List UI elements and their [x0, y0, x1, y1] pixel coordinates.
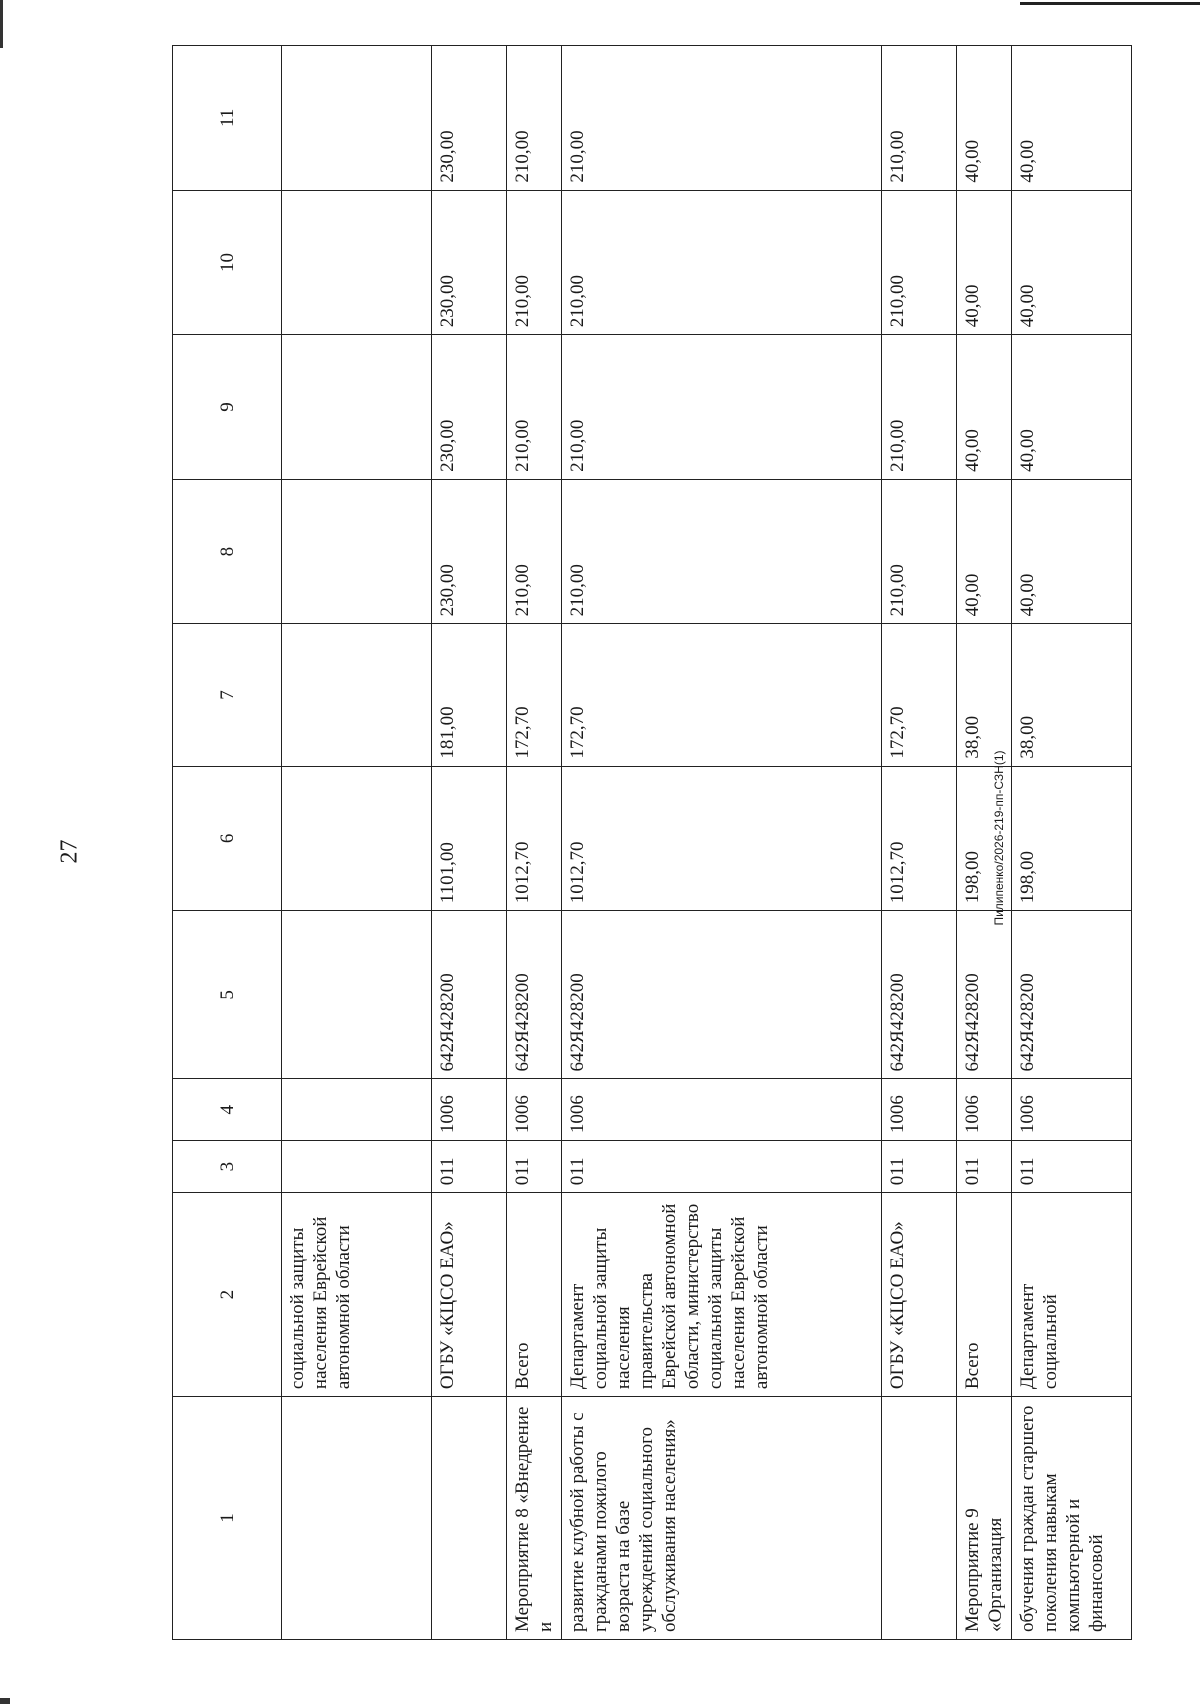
amount-cell: 210,00 [882, 335, 957, 480]
amount-cell [282, 335, 432, 480]
budget-code-cell: 011 [432, 1141, 507, 1193]
amount-cell: 210,00 [882, 479, 957, 624]
amount-cell: 172,70 [562, 624, 882, 766]
amount-cell: 210,00 [562, 190, 882, 335]
column-header: 3 [173, 1141, 282, 1193]
budget-code-cell: 1006 [507, 1079, 562, 1141]
amount-cell: 210,00 [562, 335, 882, 480]
budget-code-cell: 642Я428200 [1012, 911, 1132, 1079]
column-header: 6 [173, 766, 282, 911]
amount-cell: 38,00 [957, 624, 1012, 766]
amount-cell: 40,00 [1012, 190, 1132, 335]
amount-cell: 198,00 [957, 766, 1012, 911]
budget-code-cell: 011 [1012, 1141, 1132, 1193]
budget-code-cell [282, 1079, 432, 1141]
executor-cell: Департамент социальной [1012, 1193, 1132, 1397]
measure-cell [282, 1397, 432, 1640]
executor-cell: ОГБУ «КЦСО ЕАО» [432, 1193, 507, 1397]
amount-cell: 210,00 [882, 46, 957, 191]
budget-code-cell: 011 [507, 1141, 562, 1193]
amount-cell: 40,00 [1012, 46, 1132, 191]
amount-cell: 172,70 [882, 624, 957, 766]
executor-cell: социальной защиты населения Еврейской автономной области [282, 1193, 432, 1397]
budget-code-cell: 1006 [432, 1079, 507, 1141]
amount-cell: 210,00 [562, 46, 882, 191]
budget-code-cell [282, 1141, 432, 1193]
column-header: 7 [173, 624, 282, 766]
scan-edge-mark [0, 1698, 10, 1704]
column-header: 5 [173, 911, 282, 1079]
amount-cell: 210,00 [562, 479, 882, 624]
table-body [173, 46, 1132, 1640]
budget-table [172, 45, 1132, 1640]
amount-cell: 230,00 [432, 479, 507, 624]
amount-cell: 40,00 [1012, 479, 1132, 624]
amount-cell: 38,00 [1012, 624, 1132, 766]
measure-cell [882, 1397, 957, 1640]
amount-cell: 210,00 [507, 335, 562, 480]
amount-cell: 210,00 [882, 190, 957, 335]
budget-code-cell: 642Я428200 [957, 911, 1012, 1079]
amount-cell [282, 624, 432, 766]
amount-cell: 40,00 [957, 46, 1012, 191]
executor-cell: Департамент социальной защиты населения правительства Еврейской автономной области, министерство социальной защиты населения Еврейской автономной области [562, 1193, 882, 1397]
scan-edge-line [1020, 2, 1200, 5]
budget-code-cell: 1006 [957, 1079, 1012, 1141]
document-reference: Пилипенко/2026-219-пп-СЗН(1) [992, 750, 1006, 926]
amount-cell: 40,00 [1012, 335, 1132, 480]
amount-cell: 230,00 [432, 335, 507, 480]
column-header: 11 [173, 46, 282, 191]
budget-code-cell: 011 [562, 1141, 882, 1193]
table-row [562, 46, 882, 1640]
column-header: 10 [173, 190, 282, 335]
budget-code-cell: 642Я428200 [562, 911, 882, 1079]
scan-edge-mark [0, 0, 3, 48]
table-row [957, 46, 1012, 1640]
amount-cell: 1012,70 [882, 766, 957, 911]
amount-cell: 172,70 [507, 624, 562, 766]
amount-cell: 210,00 [507, 479, 562, 624]
amount-cell: 181,00 [432, 624, 507, 766]
amount-cell: 230,00 [432, 190, 507, 335]
amount-cell [282, 46, 432, 191]
amount-cell: 40,00 [957, 190, 1012, 335]
measure-cell: Мероприятие 8 «Внедрение и [507, 1397, 562, 1640]
table-row [282, 46, 432, 1640]
measure-cell: обучения граждан старшего поколения навыкам компьютерной и финансовой [1012, 1397, 1132, 1640]
column-header: 8 [173, 479, 282, 624]
measure-cell [432, 1397, 507, 1640]
table-row [1012, 46, 1132, 1640]
budget-code-cell: 1006 [882, 1079, 957, 1141]
table-row [882, 46, 957, 1640]
executor-cell: ОГБУ «КЦСО ЕАО» [882, 1193, 957, 1397]
header-row [173, 46, 282, 1640]
page-number: 27 [56, 839, 83, 864]
amount-cell: 1012,70 [562, 766, 882, 911]
table-row [432, 46, 507, 1640]
measure-cell: Мероприятие 9 «Организация [957, 1397, 1012, 1640]
amount-cell: 230,00 [432, 46, 507, 191]
column-header: 2 [173, 1193, 282, 1397]
amount-cell [282, 190, 432, 335]
amount-cell: 210,00 [507, 190, 562, 335]
executor-cell: Всего [957, 1193, 1012, 1397]
amount-cell [282, 766, 432, 911]
budget-code-cell: 011 [957, 1141, 1012, 1193]
amount-cell: 40,00 [957, 479, 1012, 624]
measure-cell: развитие клубной работы с гражданами пожилого возраста на базе учреждений социального обслуживания населения» [562, 1397, 882, 1640]
amount-cell: 210,00 [507, 46, 562, 191]
budget-code-cell: 642Я428200 [882, 911, 957, 1079]
amount-cell: 1012,70 [507, 766, 562, 911]
table-row [507, 46, 562, 1640]
amount-cell: 1101,00 [432, 766, 507, 911]
budget-code-cell: 642Я428200 [507, 911, 562, 1079]
amount-cell: 198,00 [1012, 766, 1132, 911]
column-header: 4 [173, 1079, 282, 1141]
executor-cell: Всего [507, 1193, 562, 1397]
budget-code-cell [282, 911, 432, 1079]
amount-cell: 40,00 [957, 335, 1012, 480]
budget-code-cell: 011 [882, 1141, 957, 1193]
column-header: 1 [173, 1397, 282, 1640]
budget-code-cell: 642Я428200 [432, 911, 507, 1079]
budget-code-cell: 1006 [562, 1079, 882, 1141]
column-header: 9 [173, 335, 282, 480]
amount-cell [282, 479, 432, 624]
rotated-table-container [172, 45, 1132, 1640]
budget-code-cell: 1006 [1012, 1079, 1132, 1141]
